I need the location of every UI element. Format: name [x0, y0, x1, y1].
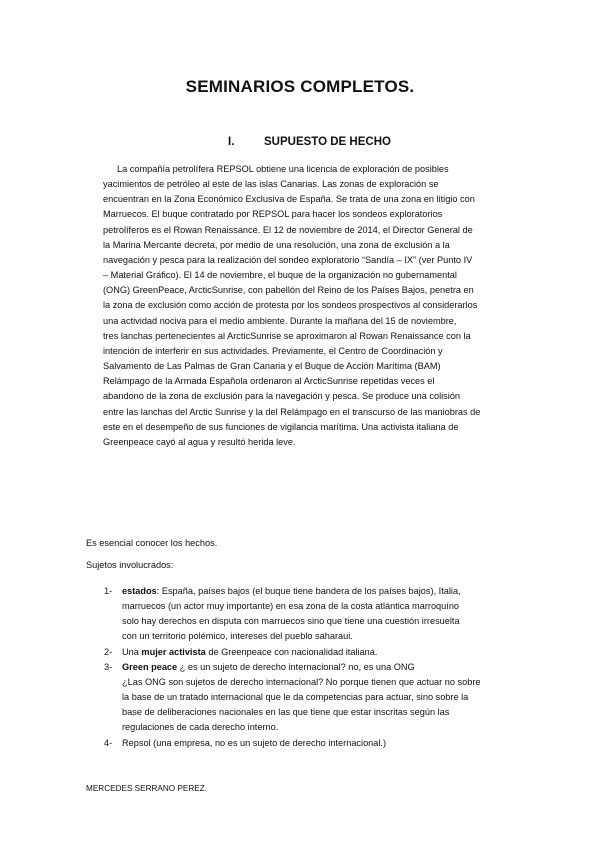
- paragraph-line: navegación y pesca para la realización del sondeo exploratorio “Sandía – IX” (ver Punto IV: [103, 254, 473, 265]
- subject-term: estados: [122, 586, 157, 596]
- facts-paragraph: [103, 162, 523, 450]
- list-item: [104, 660, 481, 736]
- section-number: I.: [228, 136, 235, 148]
- subject-text: ¿Las ONG son sujetos de derecho internacional? No porque tienen que actuar no sobre: [122, 676, 481, 687]
- subject-term: Green peace: [122, 661, 178, 672]
- list-item: [104, 584, 481, 645]
- subject-text: ¿ es un sujeto de derecho internacional? no, es una ONG: [177, 661, 415, 672]
- list-item: [104, 736, 481, 751]
- author-footer: MERCEDES SERRANO PEREZ.: [86, 784, 208, 793]
- section-heading: [228, 136, 391, 148]
- subject-text: con un territorio polémico, intereses del pueblo saharaui.: [122, 631, 353, 642]
- paragraph-line: encuentran en la Zona Económico Exclusiva de España. Se trata de una zona en litigio con: [103, 194, 475, 205]
- paragraph-line: tres lanchas pertenecientes al ArcticSunrise se aproximaron al Rowan Renaissance con la: [103, 330, 471, 341]
- document-title: SEMINARIOS COMPLETOS.: [185, 77, 415, 96]
- subject-text: la base de un tratado internacional que le da competencias para actuar, sino sobre la: [122, 692, 469, 703]
- paragraph-line: una actividad nociva para el medio ambiente. Durante la mañana del 15 de noviembre,: [103, 315, 457, 326]
- paragraph-line: entre las lanchas del Arctic Sunrise y la del Relámpago en el transcurso de las maniobras de: [103, 406, 481, 417]
- paragraph-line: la Marina Mercante decreta, por medio de una resolución, una zona de exclusión a la: [103, 239, 450, 250]
- paragraph-line: Marruecos. El buque contratado por REPSOL para hacer los sondeos exploratorios: [103, 209, 443, 220]
- subjects-list: [104, 584, 481, 751]
- paragraph-line: La compañía petrolífera REPSOL obtiene una licencia de exploración de posibles: [117, 164, 449, 174]
- section-title: SUPUESTO DE HECHO: [264, 136, 391, 148]
- paragraph-line: intención de interferir en sus actividades. Previamente, el Centro de Coordinación y: [103, 345, 443, 356]
- paragraph-line: petrolíferos es el Rowan Renaissance. El 12 de noviembre de 2014, el Director General de: [103, 224, 473, 235]
- list-marker: 3-: [104, 661, 113, 672]
- paragraph-line: este en el desempeño de sus funciones de vigilancia marítima. Una activista italiana de: [103, 421, 459, 432]
- paragraph-line: Salvamento de Las Palmas de Gran Canaria y el Buque de Acción Marítima (BAM): [103, 361, 441, 372]
- paragraph-line: Greenpeace cayó al agua y resultó herida leve.: [103, 436, 296, 447]
- list-item: [104, 645, 481, 660]
- paragraph-line: – Material Gráfico). El 14 de noviembre, el buque de la organización no gubernamental: [103, 270, 457, 281]
- subject-text: regulaciones de cada derecho interno.: [122, 722, 279, 733]
- list-marker: 4-: [104, 737, 113, 748]
- paragraph-line: abandono de la zona de exclusión para la navegación y pesca. Se produce una colisión: [103, 391, 461, 402]
- subjects-heading: Sujetos involucrados:: [86, 560, 174, 570]
- subject-text: marruecos (un actor muy importante) en esa zona de la costa atlántica marroquíno: [122, 601, 460, 612]
- list-marker: 2-: [104, 646, 113, 657]
- list-marker: 1-: [104, 586, 113, 596]
- facts-note: Es esencial conocer los hechos.: [86, 538, 218, 548]
- subject-text: de Greenpeace con nacionalidad italiana.: [205, 646, 378, 657]
- paragraph-line: yacimientos de petróleo al este de las islas Canarias. Las zonas de exploración se: [103, 179, 439, 190]
- subject-term: mujer activista: [141, 646, 206, 657]
- subject-prefix: Una: [122, 646, 142, 657]
- subject-text: Repsol (una empresa, no es un sujeto de derecho internacional.): [122, 737, 387, 748]
- paragraph-line: la zona de exclusión como acción de protesta por los sondeos prospectivos al considerarlos: [103, 300, 478, 311]
- subject-text: solo hay derechos en disputa con marruecos sino que tiene una cuestión irresuelta: [122, 616, 460, 627]
- paragraph-line: (ONG) GreenPeace, ArcticSunrise, con pabellón del Reino de los Países Bajos, penetra en: [103, 285, 474, 296]
- subject-text: : España, países bajos (el buque tiene bandera de los países bajos), Italia,: [156, 586, 461, 596]
- subject-text: base de deliberaciones nacionales en las que tiene que estar inscritas según las: [122, 707, 450, 718]
- paragraph-line: Relámpago de la Armada Española ordenaron al ArcticSunrise repetidas veces el: [103, 376, 435, 387]
